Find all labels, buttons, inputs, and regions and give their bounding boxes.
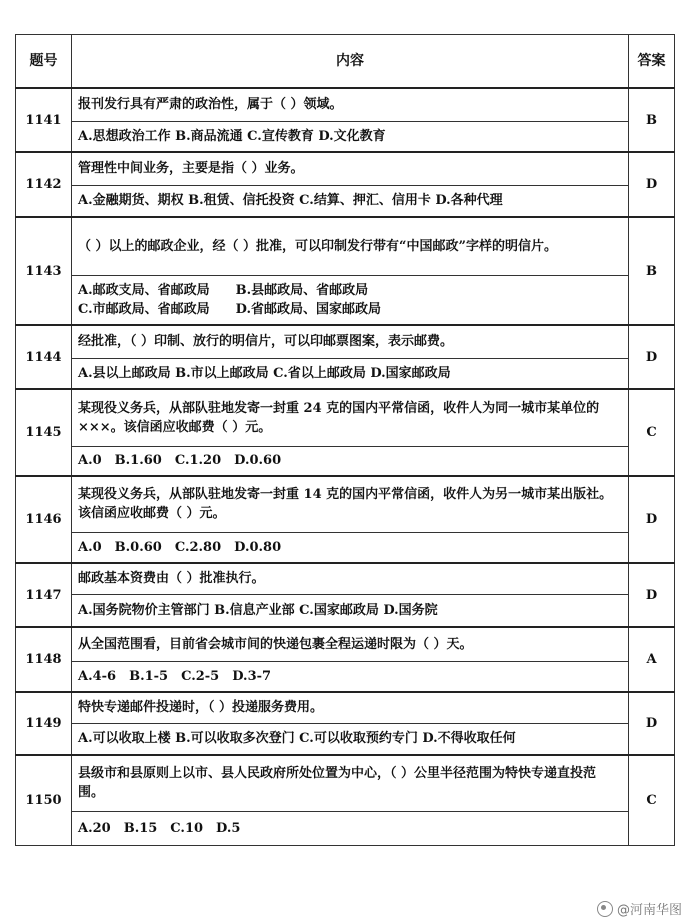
option-line: A.国务院物价主管部门 B.信息产业部 C.国家邮政局 D.国务院 <box>78 602 438 618</box>
question-row <box>16 476 675 532</box>
question-number: 1150 <box>16 755 72 845</box>
question-text: 县级市和县原则上以市、县人民政府所处位置为中心，（ ）公里半径范围为特快专递直投范围。 <box>72 755 629 811</box>
option-line: A.思想政治工作 B.商品流通 C.宣传教育 D.文化教育 <box>78 128 386 144</box>
weibo-icon <box>597 901 613 917</box>
question-row <box>16 755 675 811</box>
options-row <box>16 723 675 755</box>
question-list <box>16 88 675 845</box>
option-line: A.0 B.1.60 C.1.20 D.0.60 <box>78 453 282 469</box>
options-cell <box>72 358 629 389</box>
options-cell <box>72 811 629 845</box>
header-answer: 答案 <box>629 35 675 89</box>
options-cell <box>72 446 629 476</box>
option-line: A.金融期货、期权 B.租赁、信托投资 C.结算、押汇、信用卡 D.各种代理 <box>78 193 503 209</box>
options-row <box>16 446 675 476</box>
answer-cell: D <box>629 476 675 563</box>
option-line: A.4-6 B.1-5 C.2-5 D.3-7 <box>78 668 272 684</box>
question-row <box>16 88 675 121</box>
option-line: A.0 B.0.60 C.2.80 D.0.80 <box>78 539 282 555</box>
answer-cell: D <box>629 325 675 389</box>
options-row <box>16 185 675 217</box>
answer-cell: D <box>629 692 675 755</box>
answer-cell: D <box>629 152 675 217</box>
question-table <box>15 34 675 846</box>
question-number: 1147 <box>16 563 72 627</box>
options-cell <box>72 594 629 627</box>
question-number: 1142 <box>16 152 72 217</box>
watermark <box>597 899 682 918</box>
question-row <box>16 563 675 594</box>
answer-cell: C <box>629 389 675 476</box>
answer-cell: B <box>629 88 675 152</box>
question-text: （ ）以上的邮政企业，经（ ）批准，可以印制发行带有“中国邮政”字样的明信片。 <box>72 217 629 275</box>
question-text: 某现役义务兵，从部队驻地发寄一封重 14 克的国内平常信函，收件人为另一城市某出版社。该信函应收邮费（ ）元。 <box>72 476 629 532</box>
question-number: 1141 <box>16 88 72 152</box>
table-header-row <box>16 35 675 89</box>
question-row <box>16 692 675 723</box>
answer-cell: A <box>629 627 675 692</box>
answer-cell: B <box>629 217 675 325</box>
question-number: 1144 <box>16 325 72 389</box>
option-line: A.邮政支局、省邮政局 B.县邮政局、省邮政局 <box>78 282 369 298</box>
options-row <box>16 811 675 845</box>
option-line: A.可以收取上楼 B.可以收取多次登门 C.可以收取预约专门 D.不得收取任何 <box>78 731 516 747</box>
watermark-text: @河南华图 <box>616 903 682 918</box>
question-number: 1143 <box>16 217 72 325</box>
question-row <box>16 389 675 446</box>
answer-cell: D <box>629 563 675 627</box>
question-row <box>16 627 675 661</box>
question-text: 从全国范围看，目前省会城市间的快递包裹全程运递时限为（ ）天。 <box>72 627 629 661</box>
option-line: A.20 B.15 C.10 D.5 <box>78 820 241 836</box>
question-row <box>16 152 675 185</box>
question-text: 某现役义务兵，从部队驻地发寄一封重 24 克的国内平常信函，收件人为同一城市某单位的×××。该信函应收邮费（ ）元。 <box>72 389 629 446</box>
question-text: 经批准，（ ）印制、放行的明信片，可以印邮票图案，表示邮费。 <box>72 325 629 358</box>
question-text: 管理性中间业务，主要是指（ ）业务。 <box>72 152 629 185</box>
question-number: 1148 <box>16 627 72 692</box>
option-line: A.县以上邮政局 B.市以上邮政局 C.省以上邮政局 D.国家邮政局 <box>78 365 451 381</box>
question-number: 1145 <box>16 389 72 476</box>
options-cell <box>72 723 629 755</box>
options-row <box>16 661 675 692</box>
options-cell <box>72 661 629 692</box>
question-text: 邮政基本资费由（ ）批准执行。 <box>72 563 629 594</box>
options-row <box>16 532 675 563</box>
question-number: 1146 <box>16 476 72 563</box>
options-cell <box>72 185 629 217</box>
question-text: 特快专递邮件投递时，（ ）投递服务费用。 <box>72 692 629 723</box>
options-cell <box>72 275 629 325</box>
question-text: 报刊发行具有严肃的政治性，属于（ ）领域。 <box>72 88 629 121</box>
question-row <box>16 325 675 358</box>
options-cell <box>72 532 629 563</box>
option-line: C.市邮政局、省邮政局 D.省邮政局、国家邮政局 <box>78 301 381 317</box>
options-cell <box>72 121 629 152</box>
options-row <box>16 275 675 325</box>
question-row <box>16 217 675 275</box>
question-number: 1149 <box>16 692 72 755</box>
header-content: 内容 <box>72 35 629 89</box>
answer-cell: C <box>629 755 675 845</box>
header-num: 题号 <box>16 35 72 89</box>
options-row <box>16 358 675 389</box>
options-row <box>16 121 675 152</box>
options-row <box>16 594 675 627</box>
